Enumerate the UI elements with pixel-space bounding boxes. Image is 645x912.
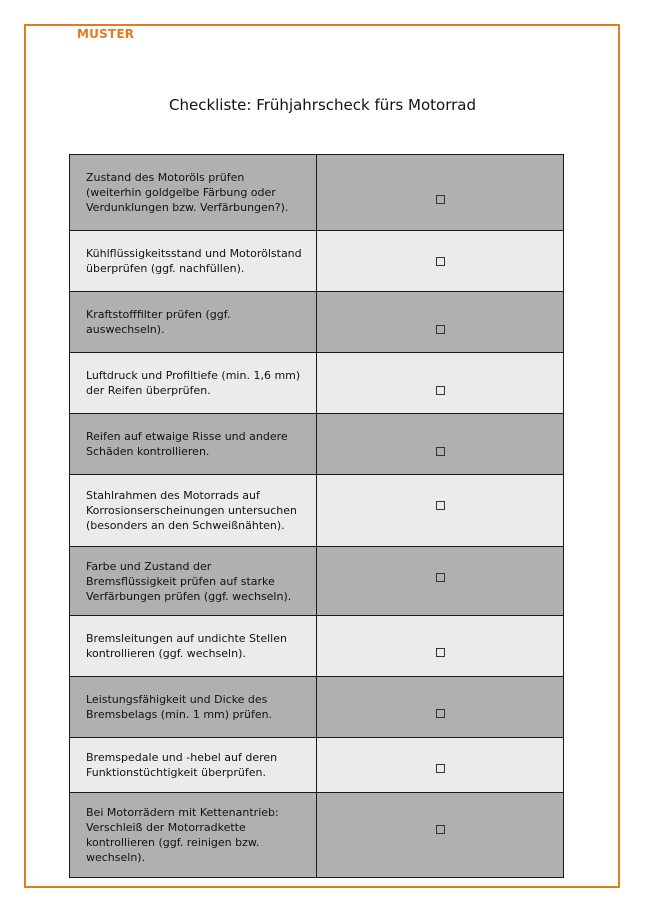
checklist-row: [70, 414, 564, 475]
task-text: Bremsleitungen auf undichte Stellen kontrollieren (ggf. wechseln).: [70, 616, 317, 677]
task-text: Leistungsfähigkeit und Dicke des Bremsbelags (min. 1 mm) prüfen.: [70, 677, 317, 738]
checklist-row: [70, 547, 564, 616]
task-text: Kühlflüssigkeitsstand und Motorölstand überprüfen (ggf. nachfüllen).: [70, 231, 317, 292]
checklist-row: [70, 738, 564, 793]
empty-checkbox-icon[interactable]: [436, 764, 445, 773]
empty-checkbox-icon[interactable]: [436, 573, 445, 582]
checkbox-cell: [317, 231, 564, 292]
checklist-row: [70, 292, 564, 353]
empty-checkbox-icon[interactable]: [436, 195, 445, 204]
checklist-row: [70, 616, 564, 677]
task-text: Farbe und Zustand der Bremsflüssigkeit prüfen auf starke Verfärbungen prüfen (ggf. wechseln).: [70, 547, 317, 616]
empty-checkbox-icon[interactable]: [436, 825, 445, 834]
empty-checkbox-icon[interactable]: [436, 501, 445, 510]
task-text: Reifen auf etwaige Risse und andere Schäden kontrollieren.: [70, 414, 317, 475]
task-text: Bremspedale und -hebel auf deren Funktionstüchtigkeit überprüfen.: [70, 738, 317, 793]
checkbox-cell: [317, 475, 564, 547]
empty-checkbox-icon[interactable]: [436, 386, 445, 395]
checklist-row: [70, 475, 564, 547]
checklist-row: [70, 155, 564, 231]
empty-checkbox-icon[interactable]: [436, 447, 445, 456]
checkbox-cell: [317, 677, 564, 738]
task-text: Bei Motorrädern mit Kettenantrieb: Verschleiß der Motorradkette kontrollieren (ggf. reinigen bzw. wechseln).: [70, 793, 317, 878]
page-title: Checkliste: Frühjahrscheck fürs Motorrad: [169, 96, 476, 114]
checklist-table: [69, 154, 564, 878]
checklist-row: [70, 231, 564, 292]
task-text: Luftdruck und Profiltiefe (min. 1,6 mm) der Reifen überprüfen.: [70, 353, 317, 414]
empty-checkbox-icon[interactable]: [436, 325, 445, 334]
checkbox-cell: [317, 547, 564, 616]
checkbox-cell: [317, 353, 564, 414]
muster-label: MUSTER: [77, 27, 135, 41]
task-text: Zustand des Motoröls prüfen (weiterhin goldgelbe Färbung oder Verdunklungen bzw. Verfärbungen?).: [70, 155, 317, 231]
checkbox-cell: [317, 738, 564, 793]
task-text: Kraftstofffilter prüfen (ggf. auswechseln).: [70, 292, 317, 353]
empty-checkbox-icon[interactable]: [436, 709, 445, 718]
empty-checkbox-icon[interactable]: [436, 648, 445, 657]
checklist-row: [70, 793, 564, 878]
task-text: Stahlrahmen des Motorrads auf Korrosionserscheinungen untersuchen (besonders an den Schweißnähten).: [70, 475, 317, 547]
checkbox-cell: [317, 292, 564, 353]
checkbox-cell: [317, 616, 564, 677]
checklist-row: [70, 353, 564, 414]
checklist-row: [70, 677, 564, 738]
checkbox-cell: [317, 793, 564, 878]
empty-checkbox-icon[interactable]: [436, 257, 445, 266]
checkbox-cell: [317, 414, 564, 475]
checkbox-cell: [317, 155, 564, 231]
